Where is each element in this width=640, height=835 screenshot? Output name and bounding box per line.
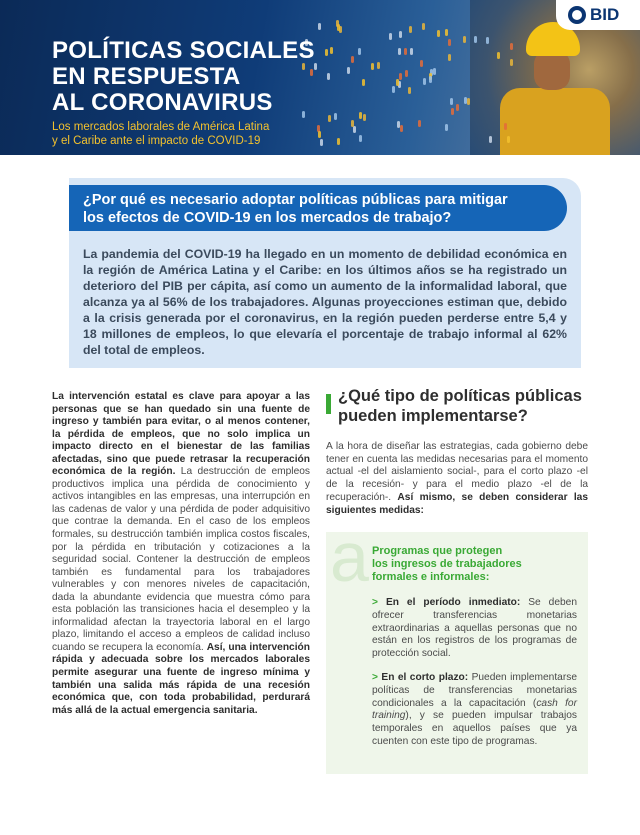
- person-dot: [404, 48, 407, 55]
- section-heading-line-2: pueden implementarse?: [338, 407, 528, 425]
- person-dot: [325, 49, 328, 56]
- section-letter: a: [330, 518, 369, 596]
- question-line-2: los efectos de COVID-19 en los mercados de trabajo?: [83, 210, 452, 226]
- person-dot: [336, 20, 339, 27]
- question-body-box: [69, 236, 581, 368]
- program-item-label: En el corto plazo:: [381, 672, 469, 683]
- person-dot: [448, 54, 451, 61]
- question-line-1: ¿Por qué es necesario adoptar políticas públicas para mitigar: [83, 192, 508, 208]
- person-dot: [351, 120, 354, 127]
- person-dot: [318, 131, 321, 138]
- person-dot: [359, 112, 362, 119]
- bid-logo: [556, 0, 640, 30]
- worker-face: [534, 50, 570, 90]
- person-dot: [474, 36, 477, 43]
- person-dot: [347, 67, 350, 74]
- section-intro: [326, 441, 588, 517]
- person-dot: [337, 138, 340, 145]
- program-item-text-before: Pueden implementarse políticas de transferencias monetarias condicionales a la capacitación (: [372, 672, 577, 709]
- program-item-short-term: [372, 672, 577, 749]
- person-dot: [456, 104, 459, 111]
- person-dot: [464, 97, 467, 104]
- person-dot: [371, 63, 374, 70]
- person-dot: [392, 86, 395, 93]
- header-banner: [0, 0, 640, 155]
- person-dot: [504, 123, 507, 130]
- left-column-text: [52, 391, 310, 717]
- section-heading: [338, 386, 598, 426]
- person-dot: [399, 31, 402, 38]
- person-dot: [437, 30, 440, 37]
- person-dot: [510, 59, 513, 66]
- person-dot: [327, 73, 330, 80]
- person-dot: [445, 29, 448, 36]
- program-title: [372, 545, 572, 584]
- person-dot: [448, 39, 451, 46]
- person-dot: [353, 126, 356, 133]
- person-dot: [467, 98, 470, 105]
- chevron-right-icon: >: [372, 597, 378, 608]
- program-item-immediate: [372, 597, 577, 661]
- person-dot: [429, 76, 432, 83]
- person-dot: [418, 120, 421, 127]
- people-dots-graphic: [300, 20, 530, 150]
- person-dot: [486, 37, 489, 44]
- subtitle-line-1: Los mercados laborales de América Latina: [52, 121, 270, 133]
- person-dot: [420, 60, 423, 67]
- section-intro-text: A la hora de diseñar las estrategias, cada gobierno debe tener en cuenta las medidas necesarias para el momento actual -el del aislamiento social-, para el corto plazo -el de la recesión- y para el medio plazo -el de la recuperación-.: [326, 441, 588, 503]
- question-heading: [69, 185, 567, 227]
- person-dot: [363, 114, 366, 121]
- person-dot: [445, 124, 448, 131]
- title-line-1: POLÍTICAS SOCIALES: [52, 37, 315, 64]
- person-dot: [330, 47, 333, 54]
- person-dot: [451, 108, 454, 115]
- left-bold-outro: Así, una intervención rápida y adecuada sobre los mercados laborales permite asegurar una fuente de ingreso mínima y también una salida más rápida de una recesión económica que, con toda probabilidad, perdurará más allá de la actual emergencia sanitaria.: [52, 641, 310, 716]
- left-body: La destrucción de empleos productivos implica una pérdida de conocimiento y activos intangibles en las empresas, una interrupción en las cadenas de valor y una pérdida de poder adquisitivo que contrae la demanda. En el caso de los empleos formales, su destrucción también implica costos fiscales, por la pérdida en tributación y cotizaciones a la seguridad social. Contener la destrucción de empleos también es fundamental para los trabajadores vulnerables y con menores niveles de capacitación, dada la abundante evidencia que muestra cómo para esta población las transiciones hacia el desempleo y la informalidad afectan la trayectoria laboral en el largo plazo, limitando el acceso a empleos de calidad incluso cuando se recupera la economía.: [52, 466, 310, 653]
- person-dot: [362, 79, 365, 86]
- question-heading-pill: [69, 185, 567, 231]
- person-dot: [399, 73, 402, 80]
- question-body-text: La pandemia del COVID-19 ha llegado en un momento de debilidad económica en la región de América Latina y el Caribe: en los últimos años se ha registrado un deterioro del PIB per cápita, así como un aumento de la informalidad laboral, que alcanza ya al 56% de los trabajadores. Algunas proyecciones estiman que, debido a la crisis generada por el coronavirus, en la región pueden perderse entre 5,4 y 18 millones de empleos, lo que elevaría el porcentaje de trabajo informal al 62% del total de empleos.: [83, 247, 567, 357]
- program-title-line-3: formales e informales:: [372, 571, 490, 583]
- person-dot: [497, 52, 500, 59]
- person-dot: [463, 36, 466, 43]
- program-item-label: En el período inmediato:: [385, 597, 521, 608]
- person-dot: [510, 43, 513, 50]
- person-dot: [423, 78, 426, 85]
- person-dot: [358, 48, 361, 55]
- program-title-line-1: Programas que protegen: [372, 545, 503, 557]
- person-dot: [507, 136, 510, 143]
- person-dot: [450, 98, 453, 105]
- person-dot: [396, 79, 399, 86]
- person-dot: [410, 48, 413, 55]
- section-accent-bar: [326, 394, 331, 414]
- person-dot: [389, 33, 392, 40]
- bid-logo-icon: [568, 6, 586, 24]
- person-dot: [377, 62, 380, 69]
- subtitle-line-2: y el Caribe ante el impacto de COVID-19: [52, 135, 261, 147]
- person-dot: [398, 48, 401, 55]
- person-dot: [422, 23, 425, 30]
- section-intro-bold: Así mismo, se deben considerar las siguientes medidas:: [326, 491, 588, 516]
- person-dot: [433, 68, 436, 75]
- page-subtitle: [52, 120, 269, 148]
- person-dot: [334, 113, 337, 120]
- bid-logo-text: BID: [590, 5, 620, 24]
- person-dot: [409, 26, 412, 33]
- left-bold-intro: La intervención estatal es clave para apoyar a las personas que se han quedado sin una fuente de ingreso y también para evitar, o al menos contener, la pérdida de empleos, que no solo implica un impacto directo en el bienestar de las familias afectadas, sino que puede retrasar la recuperación económica de la región.: [52, 391, 310, 478]
- person-dot: [359, 135, 362, 142]
- person-dot: [320, 139, 323, 146]
- section-heading-line-1: ¿Qué tipo de políticas públicas: [338, 387, 582, 405]
- program-item-text: Se deben ofrecer transferencias monetarias extraordinarias a aquellas personas que no están en los registros de los programas de protección social.: [372, 597, 577, 660]
- program-item-italic: cash for training: [372, 697, 577, 722]
- program-title-line-2: los ingresos de trabajadores: [372, 558, 522, 570]
- title-line-2: EN RESPUESTA: [52, 63, 241, 90]
- person-dot: [318, 23, 321, 30]
- program-item-text-after: ), y se pueden impulsar trabajos temporales en aquellos países que ya cuenten con este tipo de programas.: [372, 710, 577, 747]
- chevron-right-icon: >: [372, 672, 378, 683]
- person-dot: [489, 136, 492, 143]
- person-dot: [408, 87, 411, 94]
- person-dot: [351, 56, 354, 63]
- page-title: [52, 38, 315, 116]
- person-dot: [328, 115, 331, 122]
- person-dot: [400, 125, 403, 132]
- person-dot: [405, 70, 408, 77]
- title-line-3: AL CORONAVIRUS: [52, 89, 273, 116]
